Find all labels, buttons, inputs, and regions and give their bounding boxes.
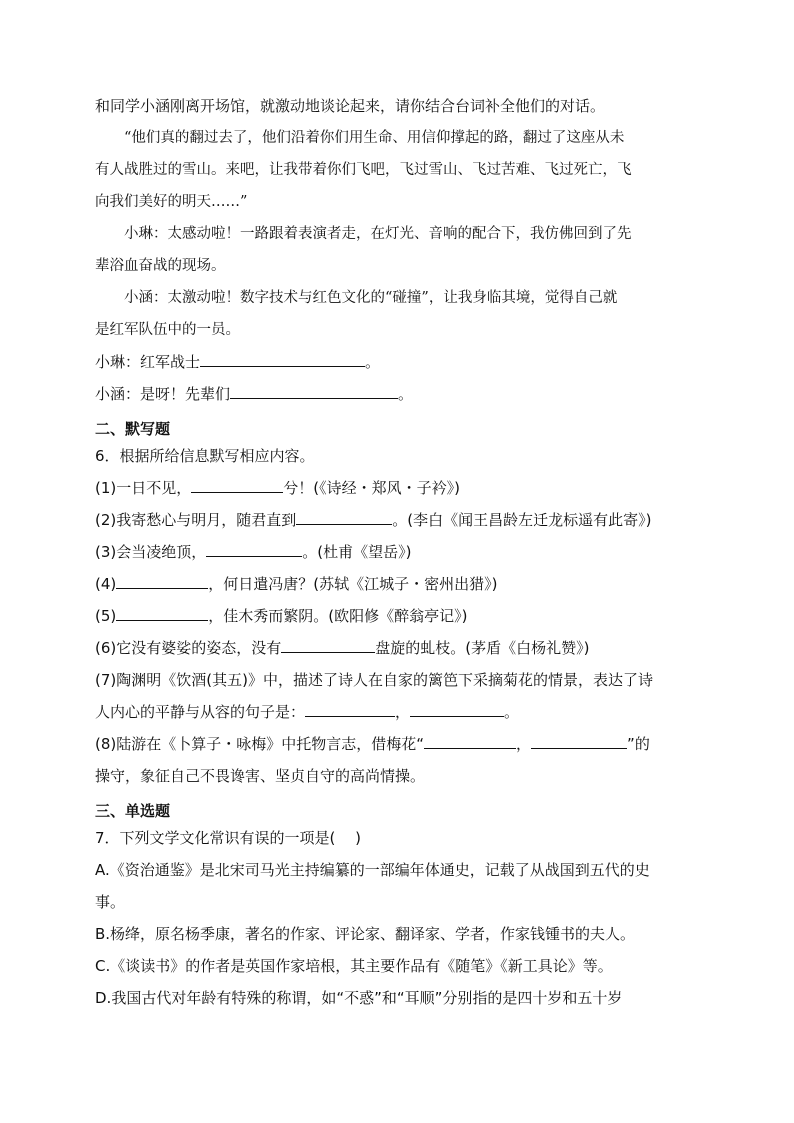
item-suffix: 。(李白《闻王昌龄左迁龙标遥有此寄》) [392,511,652,529]
option-b[interactable]: B.杨绛，原名杨季康，著名的作家、评论家、翻译家、学者，作家钱锺书的夫人。 [95,925,636,943]
document-page [95,90,705,1014]
recite-item-6 [95,632,705,664]
passage-intro: 和同学小涵刚离开场馆，就激动地谈论起来，请你结合台词补全他们的对话。 [95,97,606,115]
item-separator: ， [516,735,532,753]
recite-item-1 [95,472,705,504]
recite-item-7-cont [95,696,705,728]
answer-blank[interactable] [230,382,398,399]
option-a[interactable]: A.《资治通鉴》是北宋司马光主持编纂的一部编年体通史，记载了从战国到五代的史 [95,861,650,879]
fill-suffix: 。 [398,385,414,403]
recite-item-8-cont: 操守，象征自己不畏谗害、坚贞自守的高尚情操。 [95,767,426,785]
section-heading: 三、单选题 [95,802,171,820]
item-prefix: (4) [95,575,117,593]
question-stem: 6．根据所给信息默写相应内容。 [95,447,315,465]
dialogue-han: 小涵：太激动啦！数字技术与红色文化的“碰撞”，让我身临其境，觉得自己就 [124,290,618,306]
option-d[interactable]: D.我国古代对年龄有特殊的称谓，如“不惑”和“耳顺”分别指的是四十岁和五十岁 [95,989,623,1007]
dialogue-lin: 辈浴血奋战的现场。 [95,258,226,274]
item-prefix: (1)一日不见， [95,479,192,497]
answer-blank[interactable] [424,732,516,749]
item-separator: ， [395,703,411,721]
item-suffix: 盘旋的虬枝。(茅盾《白杨礼赞》) [375,639,590,657]
fill-lin-line [95,346,705,378]
answer-blank[interactable] [296,508,392,525]
recite-item-3 [95,536,705,568]
dialogue-lin: 小琳：太感动啦！一路跟着表演者走，在灯光、音响的配合下，我仿佛回到了先 [124,226,632,242]
quote-line: “他们真的翻过去了，他们沿着你们用生命、用信仰撑起的路，翻过了这座从未 [124,130,625,146]
item-suffix: ，何日遣冯唐？(苏轼《江城子・密州出猎》) [208,575,498,593]
quote-line: 有人战胜过的雪山。来吧，让我带着你们飞吧，飞过雪山、飞过苦难、飞过死亡，飞 [95,162,632,178]
recite-item-4 [95,568,705,600]
item-suffix: 。 [504,703,520,721]
recite-item-2 [95,504,705,536]
item-prefix: (5) [95,607,117,625]
item-prefix: (8)陆游在《卜算子・咏梅》中托物言志，借梅花“ [95,735,425,753]
item-suffix: 兮！(《诗经・郑风・子衿》) [283,479,460,497]
answer-blank[interactable] [206,540,302,557]
option-c[interactable]: C.《谈读书》的作者是英国作家培根，其主要作品有《随笔》《新工具论》等。 [95,957,613,975]
fill-suffix: 。 [365,353,381,371]
answer-blank[interactable] [191,476,283,493]
answer-blank[interactable] [116,604,208,621]
quote-line: 向我们美好的明天……” [95,194,248,210]
question-stem: 7．下列文学文化常识有误的一项是( ) [95,829,362,847]
fill-prefix: 小涵：是呀！先辈们 [95,385,231,403]
fill-han-line [95,378,705,410]
section-heading: 二、默写题 [95,420,171,438]
answer-blank[interactable] [410,700,504,717]
item-prefix: (3)会当凌绝顶， [95,543,207,561]
answer-blank[interactable] [531,732,627,749]
fill-prefix: 小琳：红军战士 [95,353,201,371]
answer-blank[interactable] [116,572,208,589]
recite-item-7: (7)陶渊明《饮酒(其五)》中，描述了诗人在自家的篱笆下采摘菊花的情景，表达了诗 [95,671,653,689]
dialogue-han: 是红军队伍中的一员。 [95,322,240,338]
recite-item-5 [95,600,705,632]
item-prefix: (6)它没有婆娑的姿态，没有 [95,639,282,657]
answer-blank[interactable] [281,636,375,653]
recite-item-8 [95,728,705,760]
item-prefix: 人内心的平静与从容的句子是： [95,703,306,721]
item-prefix: (2)我寄愁心与明月，随君直到 [95,511,297,529]
item-suffix: ”的 [627,735,650,753]
item-suffix: ，佳木秀而繁阴。(欧阳修《醉翁亭记》) [208,607,468,625]
option-a-cont: 事。 [95,893,126,911]
item-suffix: 。(杜甫《望岳》) [302,543,412,561]
answer-blank[interactable] [200,350,365,367]
answer-blank[interactable] [305,700,395,717]
